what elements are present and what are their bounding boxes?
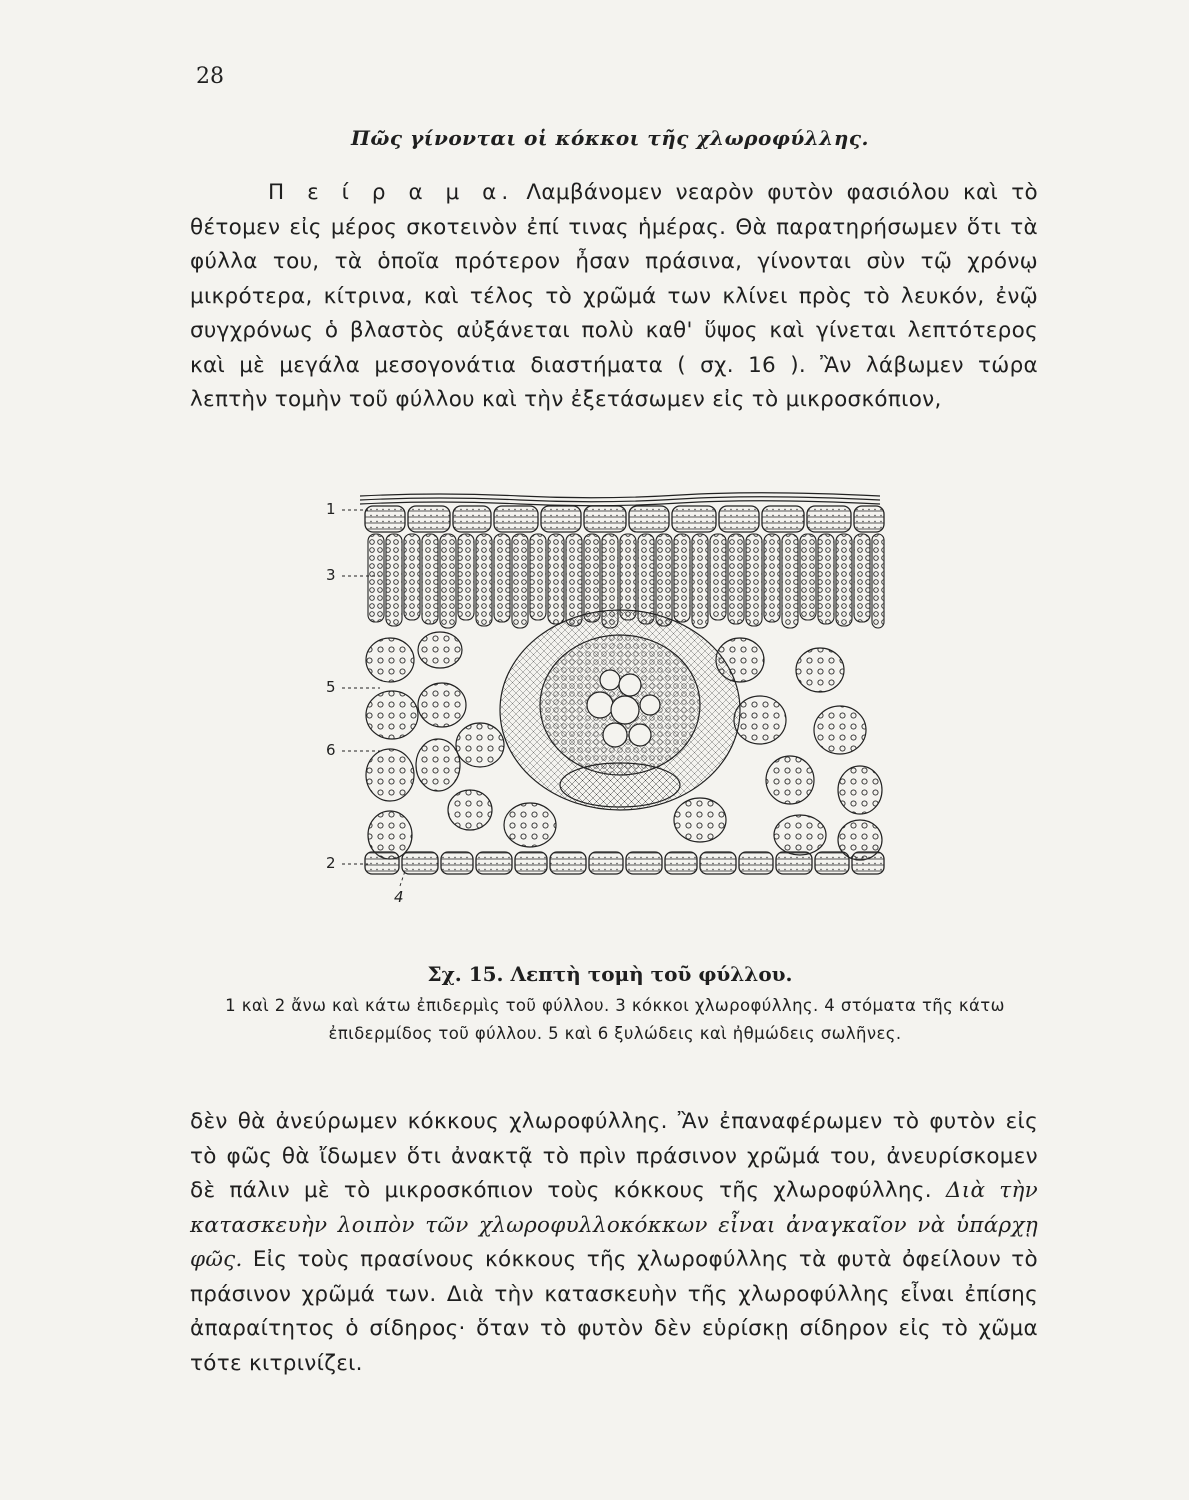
- paragraph-experiment: [190, 176, 1038, 418]
- section-title: Πῶς γίνονται οἱ κόκκοι τῆς χλωροφύλλης.: [350, 126, 869, 150]
- page-number: 28: [196, 64, 224, 89]
- upper-cuticle: [360, 493, 880, 506]
- figure-label-2: 2: [326, 854, 336, 872]
- figure-caption-text: 1 καὶ 2 ἄνω καὶ κάτω ἐπιδερμὶς τοῦ φύλλου. 3 κόκκοι χλωροφύλλης. 4 στόματα τῆς κάτω ἐπιδερμίδος τοῦ φύλλου. 5 καὶ 6 ξυλώδεις καὶ ἠθμώδεις σωλῆνες.: [225, 996, 1005, 1043]
- figure-label-4: 4: [394, 888, 404, 906]
- conclusion-text-1: δὲν θὰ ἀνεύρωμεν κόκκους χλωροφύλλης. Ἂν ἐπαναφέρωμεν τὸ φυτὸν εἰς τὸ φῶς θὰ ἴδωμεν ὅτι ἀνακτᾷ τὸ πρὶν πράσινον χρῶμά του, ἀνευρίσκομεν δὲ πάλιν μὲ τὸ μικροσκόπιον τοὺς κόκκους τῆς χλωροφύλλης.: [190, 1109, 1038, 1203]
- vascular-bundle: [500, 610, 740, 810]
- conclusion-emphasis: Διὰ τὴν κατασκευὴν λοιπὸν τῶν χλωροφυλλοκόκκων εἶναι ἀναγκαῖον νὰ ὑπάρχῃ φῶς.: [190, 1178, 1038, 1272]
- figure-caption-title: Σχ. 15. Λεπτὴ τομὴ τοῦ φύλλου.: [427, 962, 793, 986]
- paragraph-conclusion: [190, 1105, 1038, 1381]
- experiment-text: Λαμβάνομεν νεαρὸν φυτὸν φασιόλου καὶ τὸ θέτομεν εἰς μέρος σκοτεινὸν ἐπί τινας ἡμέρας. Θὰ παρατηρήσωμεν ὅτι τὰ φύλλα του, τὰ ὁποῖα πρότερον ἦσαν πράσινα, γίνονται σὺν τῷ χρόνῳ μικρότερα, κίτρινα, καὶ τέλος τὸ χρῶμά των κλίνει πρὸς τὸ λευκόν, ἐνῷ συγχρόνως ὁ βλαστὸς αὐξάνεται πολὺ καθ' ὕψος καὶ γίνεται λεπτότερος καὶ μὲ μεγάλα μεσογονάτια διαστήματα ( σχ. 16 ). Ἂν λάβωμεν τώρα λεπτὴν τομὴν τοῦ φύλλου καὶ τὴν ἐξετάσωμεν εἰς τὸ μικροσκόπιον,: [190, 180, 1038, 412]
- figure-label-5: 5: [326, 678, 336, 696]
- experiment-lead: Π ε ί ρ α μ α.: [268, 180, 514, 205]
- upper-epidermis: [365, 506, 884, 532]
- figure-label-6: 6: [326, 741, 336, 759]
- leaf-cross-section-figure: [320, 490, 910, 910]
- lower-epidermis: [365, 852, 884, 874]
- figure-label-1: 1: [326, 500, 336, 518]
- conclusion-text-2: Εἰς τοὺς πρασίνους κόκκους τῆς χλωροφύλλης τὰ φυτὰ ὀφείλουν τὸ πράσινον χρῶμά των. Διὰ τὴν κατασκευὴν τῆς χλωροφύλλης εἶναι ἐπίσης ἀπαραίτητος ὁ σίδηρος· ὅταν τὸ φυτὸν δὲν εὑρίσκῃ σίδηρον εἰς τὸ χῶμα τότε κιτρινίζει.: [190, 1247, 1038, 1376]
- figure-label-3: 3: [326, 566, 336, 584]
